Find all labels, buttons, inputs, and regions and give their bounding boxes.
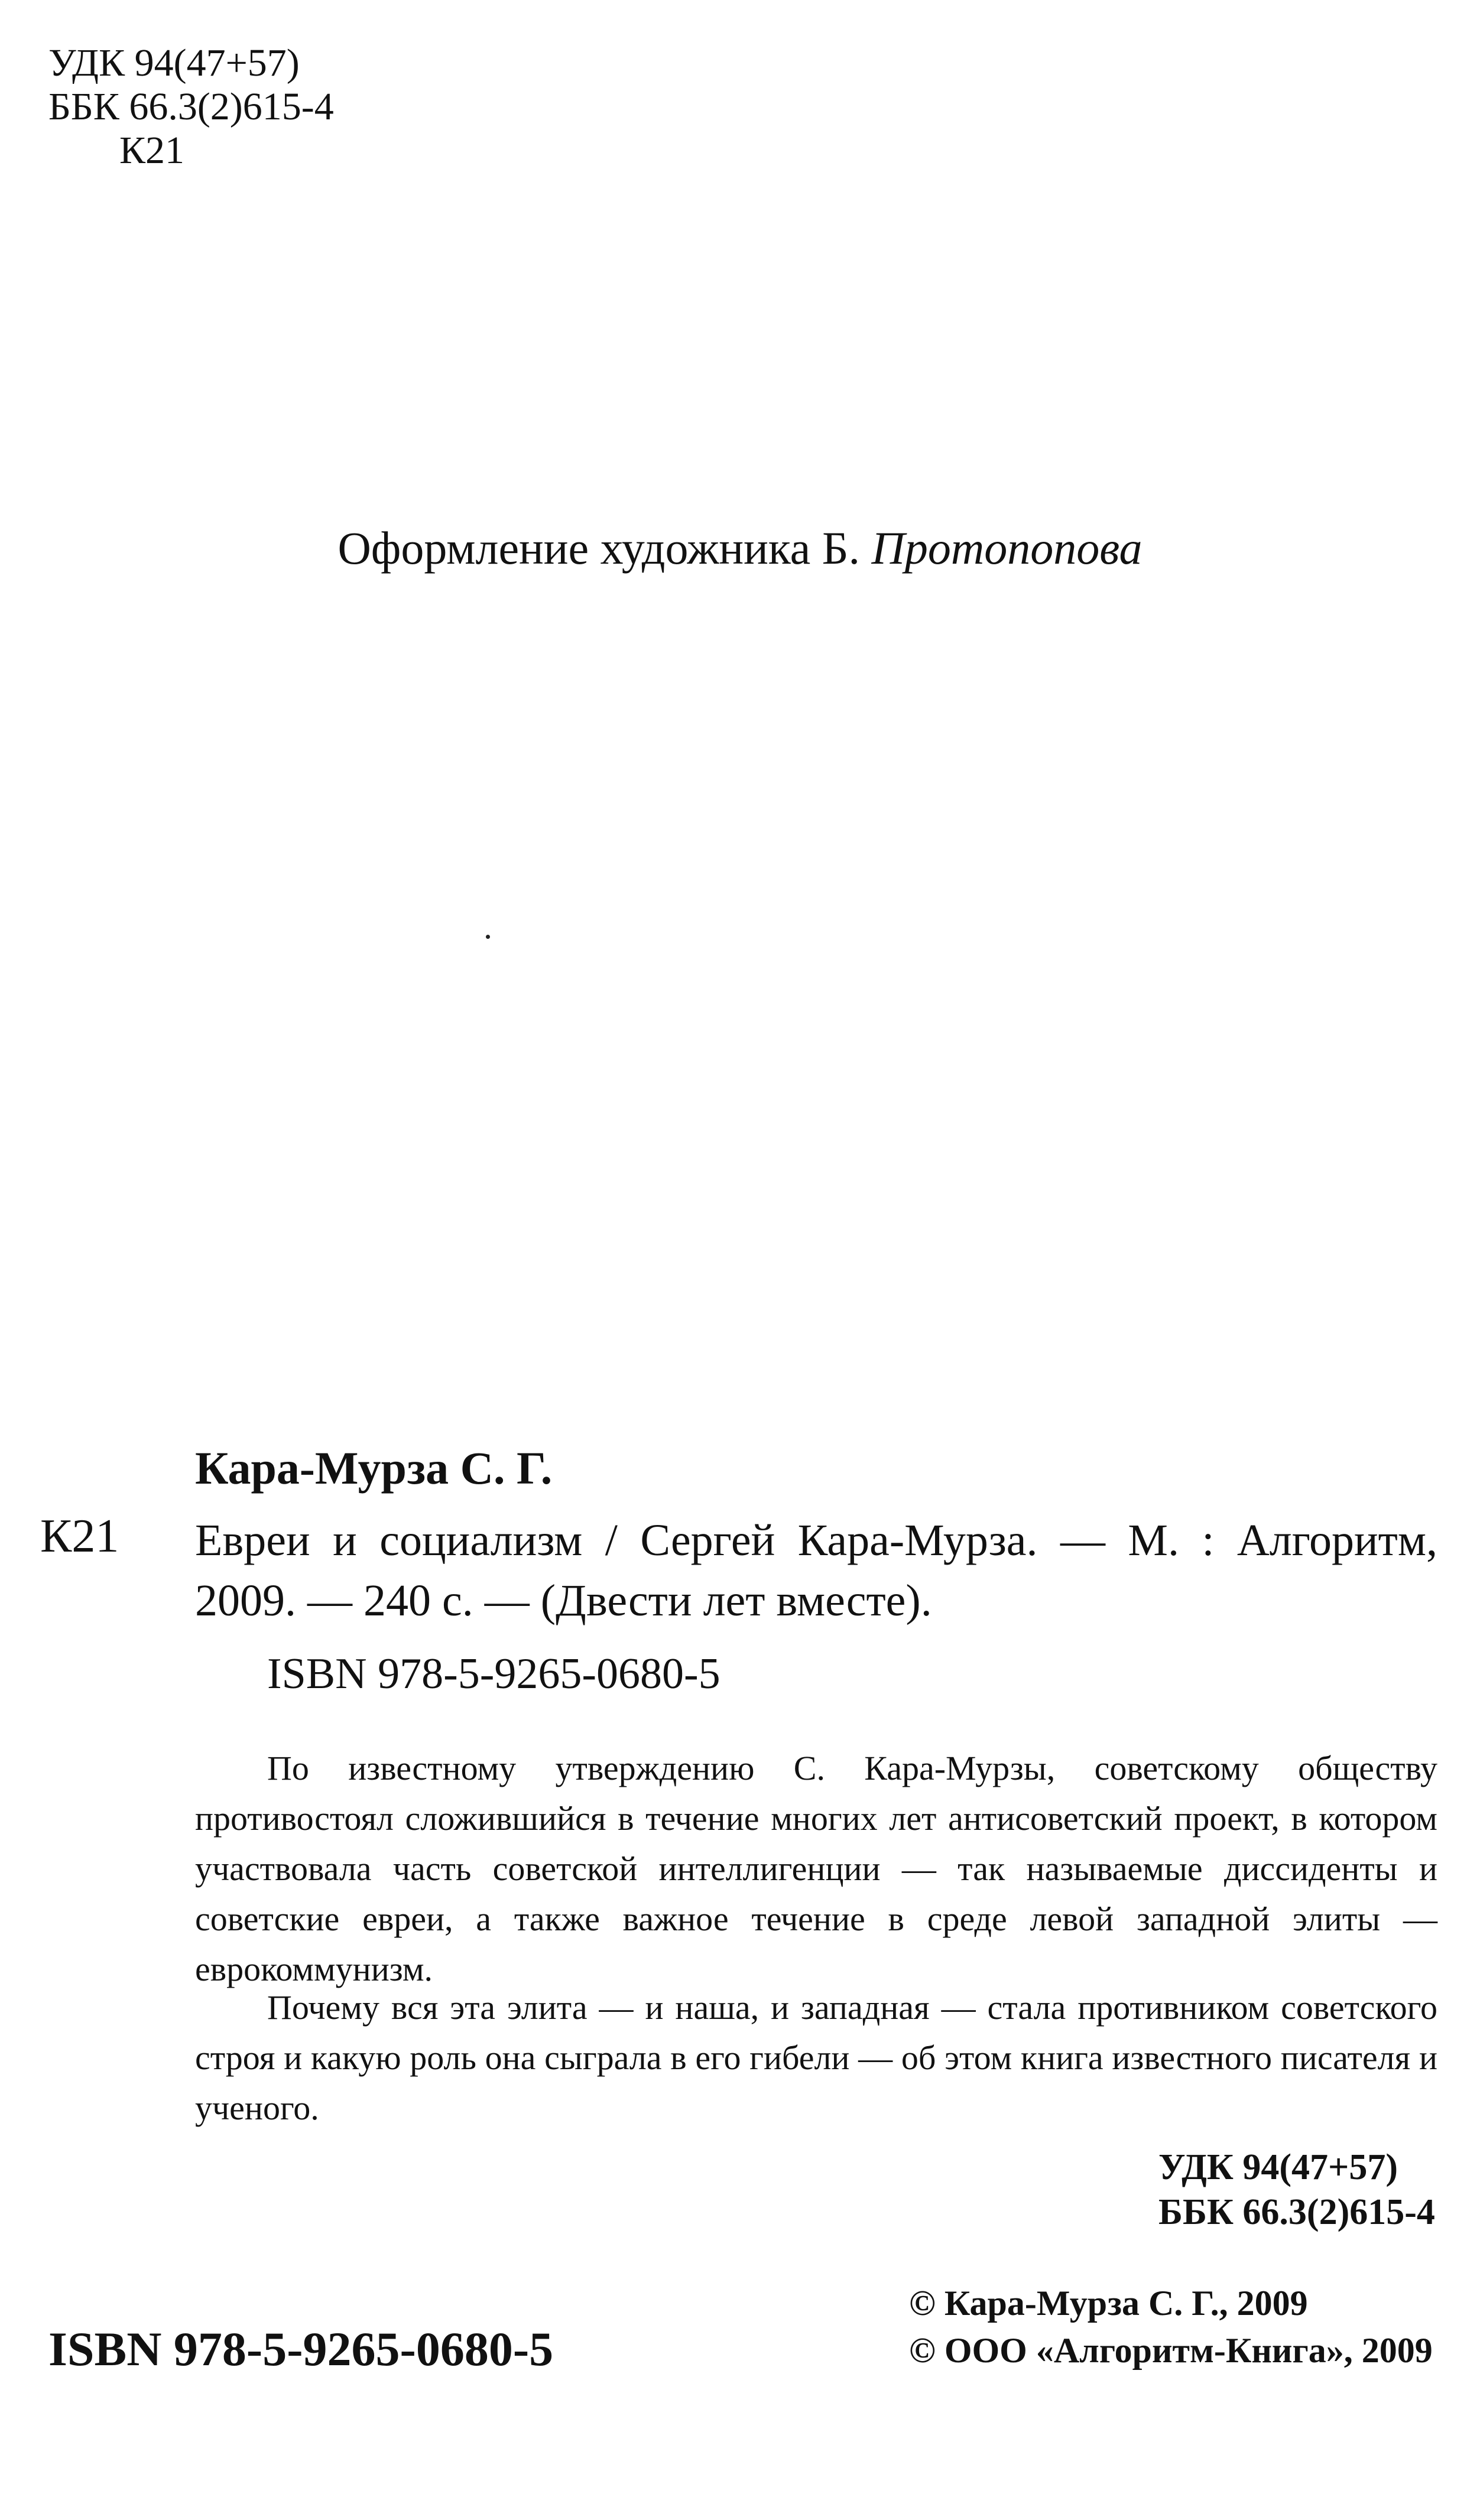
footer-isbn: ISBN 978-5-9265-0680-5 — [48, 2322, 554, 2376]
annotation-paragraph-2: Почему вся эта элита — и наша, и западная — стала противником советского строя и какую роль она сыграла в его гибели — об этом книга известного писателя и ученого. — [195, 1988, 1437, 2127]
designer-credit-prefix: Оформление художника Б. — [337, 522, 861, 574]
designer-credit — [0, 520, 1480, 577]
entry-author: Кара-Мурза С. Г. — [195, 1442, 553, 1494]
designer-name: Протопопова — [871, 522, 1143, 574]
footer-classification-codes — [1158, 2145, 1435, 2235]
footer-bbk-code: ББК 66.3(2)615-4 — [1158, 2192, 1435, 2232]
scan-speck — [486, 935, 490, 939]
entry-description: Евреи и социализм / Сергей Кара-Мурза. — М. : Алгоритм, 2009. — 240 с. — (Двести лет вместе). — [195, 1516, 1437, 1625]
header-classification-codes — [48, 41, 334, 173]
copyright-publisher: © ООО «Алгоритм-Книга», 2009 — [909, 2331, 1433, 2370]
entry-author-mark: К21 — [40, 1510, 119, 1562]
entry-isbn: ISBN 978-5-9265-0680-5 — [267, 1650, 720, 1698]
header-udk-code: УДК 94(47+57) — [48, 41, 300, 84]
annotation-paragraph-1: По известному утверждению С. Кара-Мурзы, советскому обществу противостоял сложившийся в течение многих лет антисоветский проект, в котором участвовала часть советской интеллигенции — так называемые диссиденты и советские евреи, а также важное течение в среде левой западной элиты — еврокоммунизм. — [195, 1749, 1437, 1988]
copyright-block — [909, 2280, 1433, 2374]
footer-udk-code: УДК 94(47+57) — [1158, 2147, 1398, 2187]
copyright-author: © Кара-Мурза С. Г., 2009 — [909, 2284, 1308, 2323]
header-bbk-code: ББК 66.3(2)615-4 — [48, 85, 334, 128]
header-author-mark: К21 — [119, 129, 185, 172]
